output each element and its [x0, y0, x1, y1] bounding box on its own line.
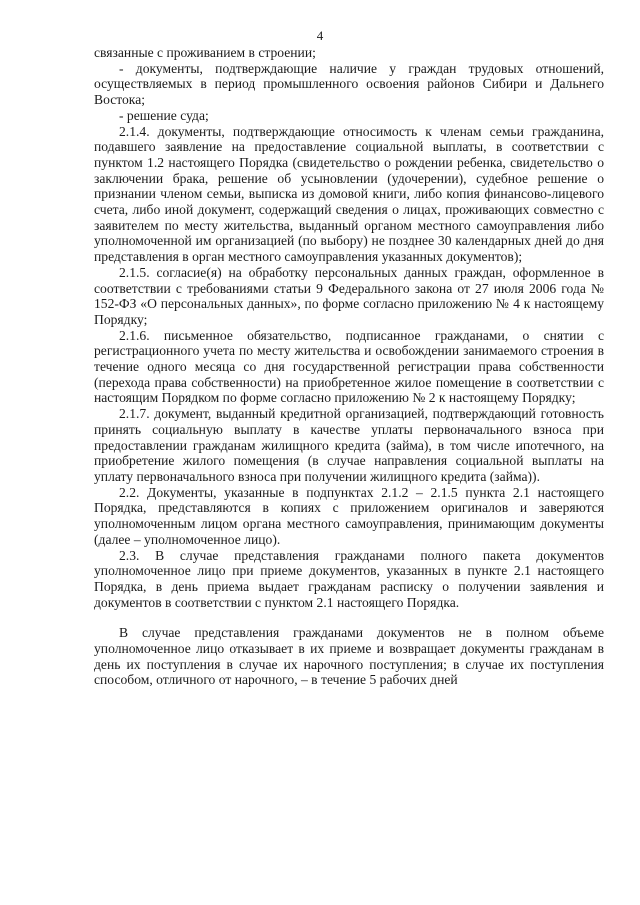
paragraph-court-decision: - решение суда;	[119, 107, 209, 123]
page-number: 4	[316, 28, 324, 43]
paragraph-2-1-5: 2.1.5. согласие(я) на обработку персональных данных граждан, оформленное в соответствии с требованиями статьи 9 Федерального закона от 27 июля 2006 года № 152-ФЗ «О персональных данных», по форме согласно приложению № 4 к настоящему Порядку;	[94, 264, 604, 327]
paragraph-2-1-6: 2.1.6. письменное обязательство, подписанное гражданами, о снятии с регистрационного учета по месту жительства и освобождении занимаемого строения в течение одного месяца со дня государственной регистрации права собственности (перехода права собственности) на приобретенное жилое помещение в соответствии с настоящим Порядком по форме согласно приложению № 2 к настоящему Порядку;	[94, 327, 604, 406]
paragraph-labor-relations: - документы, подтверждающие наличие у граждан трудовых отношений, осуществляемых в период промышленного освоения районов Сибири и Дальнего Востока;	[94, 60, 604, 108]
paragraph-2-1-4: 2.1.4. документы, подтверждающие относимость к членам семьи гражданина, подавшего заявление на предоставление социальной выплаты, в соответствии с пунктом 1.2 настоящего Порядка (свидетельство о рождении ребенка, свидетельство о заключении брака, решение об усыновлении (удочерении), судебное решение о признании членом семьи, выписка из домовой книги, либо копия финансово-лицевого счета, либо иной документ, содержащий сведения о лицах, проживающих совместно с заявителем по месту жительства, выданный органом местного самоуправления либо уполномоченной им организацией (по выбору) не позднее 30 календарных дней до дня представления в орган местного самоуправления указанных документов);	[94, 123, 604, 265]
paragraph-residence-continuation: связанные с проживанием в строении;	[94, 45, 316, 60]
document-body	[94, 45, 604, 688]
paragraph-2-3: 2.3. В случае представления гражданами полного пакета документов уполномоченное лицо при приеме документов, указанных в пункте 2.1 настоящего Порядка, в день приема выдает гражданам расписку о получении заявления и документов в соответствии с пунктом 2.1 настоящего Порядка.	[94, 547, 604, 610]
paragraph-incomplete-documents: В случае представления гражданами документов не в полном объеме уполномоченное лицо отказывает в их приеме и возвращает документы гражданам в день их поступления в случае их нарочного поступления; в случае их поступления способом, отличного от нарочного, – в течение 5 рабочих дней	[94, 625, 604, 688]
paragraph-2-1-7: 2.1.7. документ, выданный кредитной организацией, подтверждающий готовность принять социальную выплату в качестве уплаты первоначального взноса при предоставлении гражданам жилищного кредита (займа), в том числе ипотечного, на приобретение жилого помещения (в случае направления социальной выплаты на уплату первоначального взноса при получении жилищного кредита (займа)).	[94, 406, 604, 484]
paragraph-2-2: 2.2. Документы, указанные в подпунктах 2.1.2 – 2.1.5 пункта 2.1 настоящего Порядка, представляются в копиях с приложением оригиналов и заверяются уполномоченным лицом органа местного самоуправления, принимающим документы (далее – уполномоченное лицо).	[94, 484, 604, 547]
